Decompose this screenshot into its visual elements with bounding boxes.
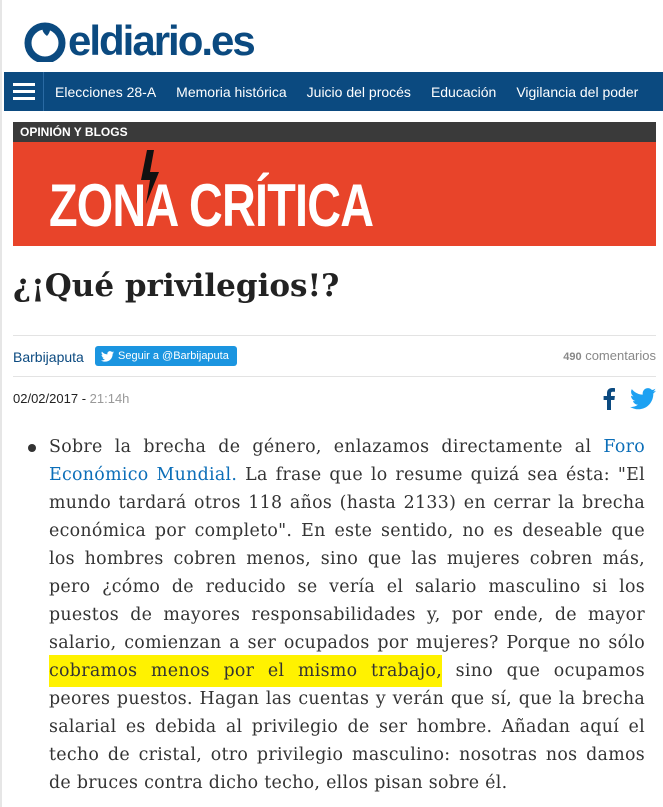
banner-title: ZONA CRÍTICA	[49, 172, 374, 239]
body-text-3: sino que ocupamos peores puestos. Hagan las cuentas y verán que sí, que la brecha salarial es debida al privilegio de ser hombre. Añadan aquí el techo de cristal, otro privilegio masculino: nosotras nos damos de bruces contra dicho techo, ellos pisan sobre él.	[49, 661, 646, 793]
nav-item-elecciones[interactable]: Elecciones 28-A	[55, 83, 157, 100]
divider	[13, 335, 656, 336]
nav-item-juicio-proces[interactable]: Juicio del procés	[306, 83, 411, 100]
nav-items	[55, 84, 658, 100]
section-label[interactable]: OPINIÓN Y BLOGS	[13, 122, 656, 142]
body-text-1: Sobre la brecha de género, enlazamos directamente al	[49, 437, 604, 457]
date-row	[13, 386, 656, 412]
author-link[interactable]: Barbijaputa	[13, 349, 84, 365]
comments-link[interactable]	[563, 348, 656, 363]
body-text-2: La frase que lo resume quizá sea ésta: "El mundo tardará otros 118 años (hasta 2133) en cerrar la brecha económica por completo". En este sentido, no es deseable que los hombres cobren menos, sino que las mujeres cobren más, pero ¿cómo de reducido se vería el salario masculino si los puestos de mayores responsabilidades y, por ende, de mayor salario, comienzan a ser ocupados por mujeres? Porque no sólo	[49, 465, 645, 653]
comment-label: comentarios	[585, 348, 656, 363]
publish-time: 21:14h	[89, 391, 130, 406]
logo-mark-icon	[24, 20, 66, 62]
nav-item-memoria-historica[interactable]: Memoria histórica	[176, 83, 287, 100]
date-value: 02/02/2017	[13, 391, 79, 406]
twitter-follow-button[interactable]	[95, 346, 237, 366]
nav-item-educacion[interactable]: Educación	[430, 83, 497, 100]
twitter-bird-icon	[101, 351, 114, 362]
main-navbar	[4, 72, 663, 111]
comment-count: 490	[563, 351, 582, 363]
foro-economico-link[interactable]: Foro Económico Mundial.	[49, 437, 645, 485]
hamburger-menu-icon[interactable]	[4, 72, 44, 111]
date-separator: -	[78, 391, 90, 406]
blog-banner[interactable]	[13, 142, 656, 246]
facebook-icon[interactable]	[602, 388, 616, 410]
highlighted-quote: cobramos menos por el mismo trabajo,	[49, 655, 442, 687]
article-headline: ¿¡Qué privilegios!?	[13, 268, 340, 304]
author-row	[13, 346, 656, 370]
page-left-border	[0, 0, 2, 807]
publish-date	[13, 391, 129, 406]
logo-text: eldiario.es	[68, 17, 254, 64]
list-bullet	[28, 444, 36, 452]
site-logo[interactable]	[24, 18, 254, 64]
article-body	[49, 433, 645, 797]
nav-item-vigilancia-poder[interactable]: Vigilancia del poder	[516, 83, 639, 100]
twitter-icon[interactable]	[630, 388, 656, 410]
divider	[13, 376, 656, 377]
follow-button-label: Seguir a @Barbijaputa	[118, 350, 229, 362]
